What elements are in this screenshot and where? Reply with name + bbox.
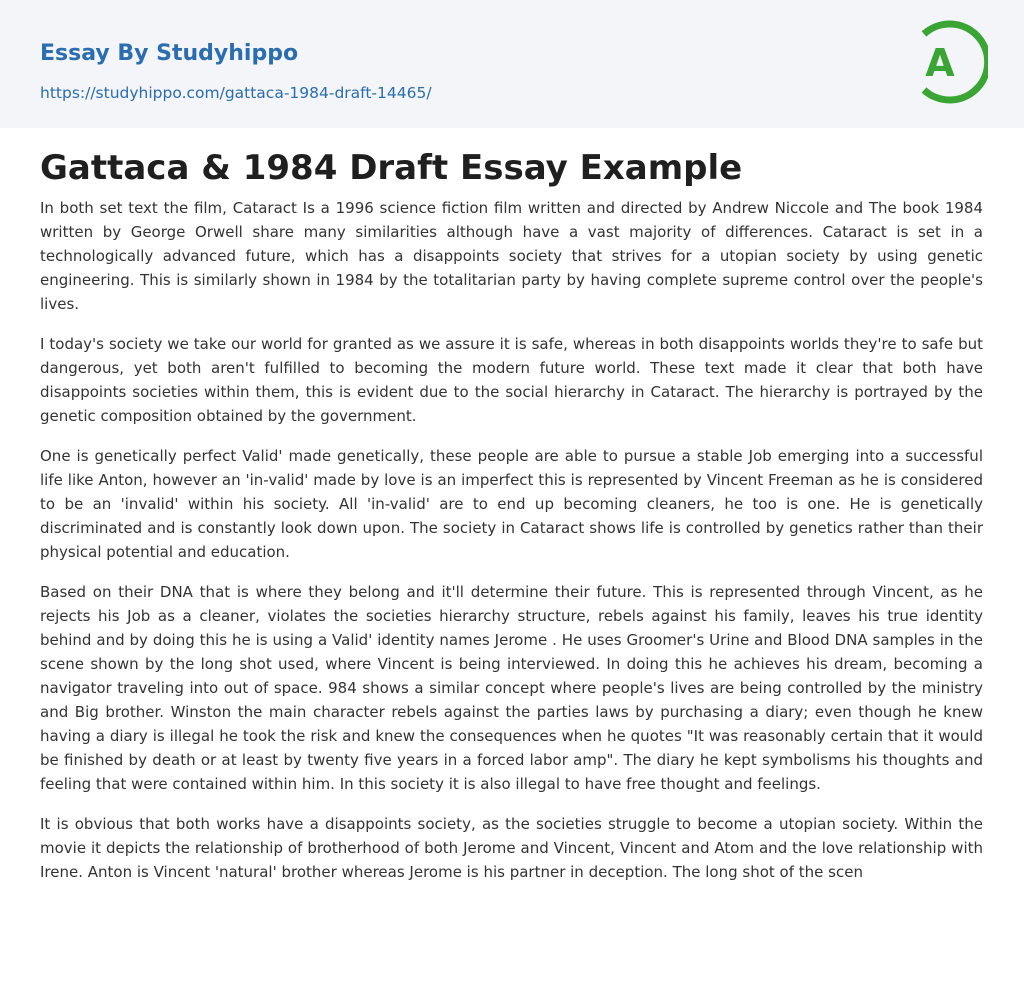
site-title[interactable]: Essay By Studyhippo [40,41,299,66]
essay-content [40,146,983,900]
logo-letter: A [925,41,955,85]
essay-body [40,196,983,884]
site-header [0,0,1024,128]
essay-paragraph: In both set text the film, Cataract Is a 1996 science fiction film written and directed by Andrew Niccole and The book 1984 written by George Orwell share many similarities although have a vast majority of differences. Cataract is set in a technologically advanced future, which has a disappoints society that strives for a utopian society by using genetic engineering. This is similarly shown in 1984 by the totalitarian party by having complete supreme control over the people's lives. [40,199,983,313]
essay-paragraph: It is obvious that both works have a disappoints society, as the societies struggle to become a utopian society. Within the movie it depicts the relationship of brotherhood of both Jerome and Vincent, Vincent and Atom and the love relationship with Irene. Anton is Vincent 'natural' brother whereas Jerome is his partner in deception. The long shot of the scen [40,815,983,881]
essay-title: Gattaca & 1984 Draft Essay Example [40,148,743,188]
essay-paragraph: Based on their DNA that is where they belong and it'll determine their future. This is represented through Vincent, as he rejects his Job as a cleaner, violates the societies hierarchy structure, rebels against his family, leaves his true identity behind and by doing this he is using a Valid' identity names Jerome . He uses Groomer's Urine and Blood DNA samples in the scene shown by the long shot used, where Vincent is being interviewed. In doing this he achieves his dream, becoming a navigator traveling into out of space. 984 shows a similar concept where people's lives are being controlled by the ministry and Big brother. Winston the main character rebels against the parties laws by purchasing a diary; even though he knew having a diary is illegal he took the risk and knew the consequences when he quotes "It was reasonably certain that it would be finished by death or at least by twenty five years in a forced labor amp". The diary he kept symbolisms his thoughts and feeling that were contained within him. In this society it is also illegal to have free thought and feelings. [40,583,983,793]
essay-paragraph: One is genetically perfect Valid' made genetically, these people are able to pursue a stable Job emerging into a successful life like Anton, however an 'in-valid' made by love is an imperfect this is represented by Vincent Freeman as he is considered to be an 'invalid' within his society. All 'in-valid' are to end up becoming cleaners, he too is one. He is genetically discriminated and is constantly look down upon. The society in Cataract shows life is controlled by genetics rather than their physical potential and education. [40,447,983,561]
essay-paragraph: I today's society we take our world for granted as we assure it is safe, whereas in both disappoints worlds they're to safe but dangerous, yet both aren't fulfilled to becoming the modern future world. These text made it clear that both have disappoints societies within them, this is evident due to the social hierarchy in Cataract. The hierarchy is portrayed by the genetic composition obtained by the government. [40,335,983,425]
studyhippo-logo-icon[interactable] [910,18,988,106]
source-url-link[interactable]: https://studyhippo.com/gattaca-1984-draft-14465/ [40,84,432,102]
